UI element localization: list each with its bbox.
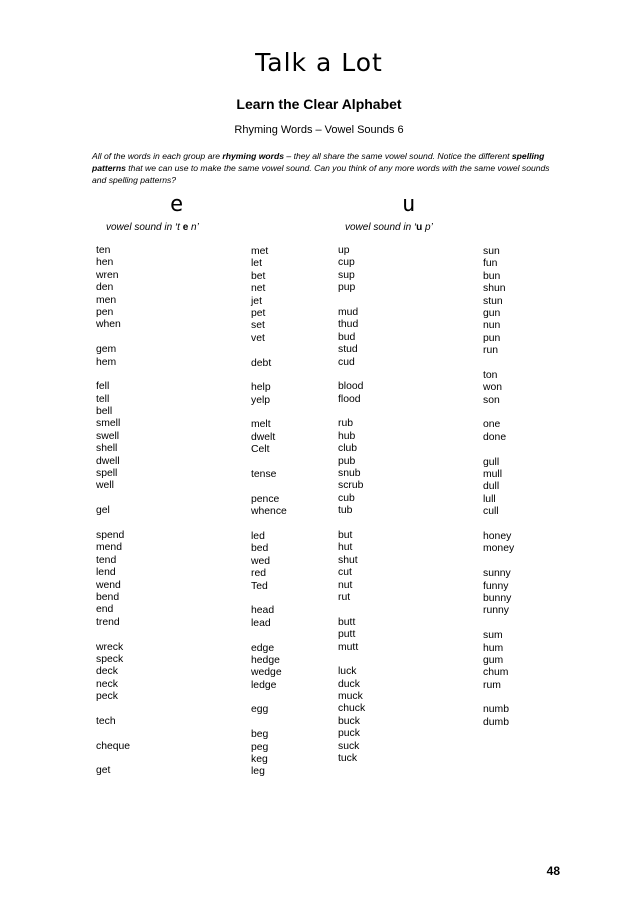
word-column-e-2 [251, 246, 287, 779]
word-item: duck [338, 678, 360, 690]
word-item: den [96, 282, 114, 294]
word-item: tell [96, 393, 110, 405]
word-item: melt [251, 419, 271, 431]
word-item: peck [96, 691, 118, 703]
word-item: putt [338, 629, 356, 641]
word-gap [96, 332, 130, 344]
word-gap [483, 692, 514, 704]
word-item: funny [483, 580, 509, 592]
vowel-sound-label-u [345, 222, 433, 233]
word-item: hedge [251, 654, 280, 666]
word-item: peg [251, 741, 269, 753]
word-item: scrub [338, 480, 364, 492]
word-gap [483, 519, 514, 531]
word-gap [338, 295, 365, 307]
word-item: edge [251, 642, 275, 654]
word-item: hut [338, 542, 353, 554]
word-item: bend [96, 591, 120, 603]
word-item: muck [338, 691, 363, 703]
word-item: nut [338, 579, 353, 591]
word-item: lead [251, 617, 271, 629]
word-gap [251, 519, 287, 531]
label-text: n’ [188, 222, 199, 233]
section-heading: Rhyming Words – Vowel Sounds 6 [234, 124, 404, 136]
word-item: pun [483, 332, 501, 344]
word-item: led [251, 530, 265, 542]
vowel-sound-label-e [106, 222, 199, 233]
word-item: up [338, 245, 350, 256]
word-item: spend [96, 529, 125, 541]
label-vowel: u [416, 222, 423, 233]
word-item: club [338, 443, 358, 455]
word-item: sup [338, 269, 355, 281]
word-item: set [251, 320, 265, 332]
word-item: tech [96, 715, 116, 727]
word-item: pet [251, 307, 266, 319]
word-item: shun [483, 283, 506, 295]
word-item: mend [96, 542, 122, 554]
word-item: pence [251, 493, 280, 505]
word-item: egg [251, 704, 269, 716]
page-title: Talk a Lot [255, 48, 383, 77]
word-item: swell [96, 430, 120, 442]
word-gap [251, 345, 287, 357]
word-item: cull [483, 506, 499, 518]
word-item: get [96, 765, 111, 777]
word-gap [483, 556, 514, 568]
word-item: pen [96, 306, 114, 318]
word-item: wedge [251, 667, 282, 679]
word-item: fun [483, 258, 498, 270]
word-item: met [251, 246, 269, 257]
word-item: rut [338, 591, 351, 603]
word-item: won [483, 382, 503, 394]
word-item: nun [483, 320, 501, 332]
word-item: chuck [338, 703, 366, 715]
word-item: speck [96, 653, 124, 665]
word-item: suck [338, 740, 360, 752]
word-item: mud [338, 306, 359, 318]
label-vowel: e [182, 222, 189, 233]
word-gap [251, 457, 287, 469]
word-gap [251, 630, 287, 642]
word-item: wend [96, 579, 121, 591]
word-gap [251, 370, 287, 382]
word-item: cut [338, 567, 352, 579]
word-item: hum [483, 642, 504, 654]
word-item: flood [338, 393, 361, 405]
intro-text: – they all share the same vowel sound. Notice the different [284, 151, 512, 161]
label-text: p’ [422, 222, 433, 233]
word-gap [483, 444, 514, 456]
word-item: cud [338, 356, 355, 368]
word-item: debt [251, 357, 272, 369]
word-item: when [96, 319, 121, 331]
word-item: cup [338, 257, 355, 269]
word-gap [96, 518, 130, 530]
intro-text: All of the words in each group are [92, 151, 223, 161]
word-item: keg [251, 754, 268, 766]
page-subtitle: Learn the Clear Alphabet [236, 96, 402, 112]
word-gap [96, 728, 130, 740]
word-item: let [251, 258, 262, 270]
word-gap [338, 604, 365, 616]
word-item: dwell [96, 455, 120, 467]
word-item: tense [251, 469, 277, 481]
word-item: wren [96, 269, 119, 281]
word-item: red [251, 568, 267, 580]
word-item: neck [96, 678, 118, 690]
word-item: Ted [251, 580, 268, 592]
word-item: run [483, 345, 499, 357]
word-item: buck [338, 715, 360, 727]
word-item: hen [96, 257, 114, 269]
word-item: leg [251, 766, 265, 778]
word-item: cub [338, 492, 355, 504]
word-column-u-1 [338, 245, 365, 765]
word-item: hub [338, 430, 356, 442]
word-item: ton [483, 369, 498, 381]
word-gap [251, 593, 287, 605]
word-gap [96, 629, 130, 641]
word-item: thud [338, 319, 359, 331]
word-gap [338, 406, 365, 418]
word-item: shell [96, 443, 118, 455]
word-item: luck [338, 666, 357, 678]
word-item: hem [96, 356, 117, 368]
word-gap [338, 369, 365, 381]
word-item: lull [483, 493, 496, 505]
word-gap [338, 654, 365, 666]
word-item: men [96, 294, 117, 306]
word-item: well [96, 480, 114, 492]
word-item: one [483, 419, 501, 431]
word-item: dull [483, 481, 500, 493]
word-gap [483, 358, 514, 370]
word-item: sum [483, 630, 503, 642]
word-gap [96, 753, 130, 765]
intro-bold-term: rhyming words [222, 151, 285, 161]
word-item: jet [251, 295, 262, 307]
word-item: puck [338, 728, 360, 740]
page-number: 48 [546, 864, 560, 878]
word-item: fell [96, 381, 110, 393]
intro-paragraph [92, 150, 552, 186]
word-item: son [483, 394, 500, 406]
vowel-letter-e: e [170, 192, 184, 217]
word-item: pub [338, 455, 356, 467]
word-item: mull [483, 469, 503, 481]
word-item: Celt [251, 444, 270, 456]
word-item: deck [96, 666, 118, 678]
word-item: snub [338, 468, 361, 480]
word-item: gum [483, 654, 504, 666]
word-gap [338, 518, 365, 530]
word-item: beg [251, 729, 269, 741]
label-text: vowel sound in ‘t [106, 222, 183, 233]
word-item: ten [96, 245, 111, 256]
word-item: gem [96, 344, 117, 356]
word-item: wreck [96, 641, 124, 653]
word-gap [251, 692, 287, 704]
word-item: shut [338, 554, 358, 566]
word-item: butt [338, 616, 356, 628]
word-item: head [251, 605, 275, 617]
word-item: net [251, 283, 266, 295]
word-item: sunny [483, 568, 511, 580]
word-item: trend [96, 616, 120, 628]
word-item: cheque [96, 740, 131, 752]
word-item: tub [338, 505, 353, 517]
word-item: yelp [251, 394, 271, 406]
word-item: tuck [338, 753, 358, 765]
word-item: gel [96, 505, 110, 517]
word-item: whence [251, 506, 287, 518]
word-item: money [483, 543, 515, 555]
word-item: stud [338, 344, 358, 356]
word-column-u-2 [483, 246, 514, 729]
word-item: mutt [338, 641, 359, 653]
word-item: gun [483, 307, 501, 319]
word-item: blood [338, 381, 364, 393]
word-item: bell [96, 406, 113, 418]
word-item: ledge [251, 679, 277, 691]
word-item: spell [96, 468, 118, 480]
word-item: numb [483, 704, 509, 716]
word-item: sun [483, 246, 500, 257]
word-item: chum [483, 667, 509, 679]
word-item: stun [483, 295, 503, 307]
word-item: bet [251, 270, 266, 282]
word-item: end [96, 604, 114, 616]
word-column-e-1 [96, 245, 130, 778]
word-item: pup [338, 282, 356, 294]
word-item: wed [251, 555, 271, 567]
word-item: bed [251, 543, 269, 555]
word-item: bunny [483, 592, 512, 604]
word-gap [96, 369, 130, 381]
intro-bold-term: spelling patterns [92, 151, 545, 173]
intro-text: that we can use to make the same vowel sound. Can you think of any more words with the same vowel sounds and spelling patterns? [92, 163, 550, 185]
word-item: rum [483, 679, 501, 691]
word-item: runny [483, 605, 509, 617]
word-gap [251, 717, 287, 729]
word-item: bud [338, 331, 356, 343]
word-item: honey [483, 530, 512, 542]
word-item: gull [483, 456, 500, 468]
word-item: smell [96, 418, 121, 430]
word-gap [483, 407, 514, 419]
word-item: tend [96, 554, 117, 566]
word-gap [251, 407, 287, 419]
label-text: vowel sound in ‘ [345, 222, 417, 233]
vowel-letter-u: u [402, 192, 416, 217]
word-item: done [483, 431, 507, 443]
word-item: dumb [483, 716, 509, 728]
word-gap [483, 618, 514, 630]
word-item: help [251, 382, 271, 394]
word-item: vet [251, 332, 265, 344]
word-gap [96, 493, 130, 505]
word-gap [251, 481, 287, 493]
word-item: dwelt [251, 431, 276, 443]
word-item: but [338, 529, 353, 541]
word-gap [96, 703, 130, 715]
word-item: rub [338, 418, 354, 430]
word-item: lend [96, 567, 116, 579]
word-item: bun [483, 270, 501, 282]
